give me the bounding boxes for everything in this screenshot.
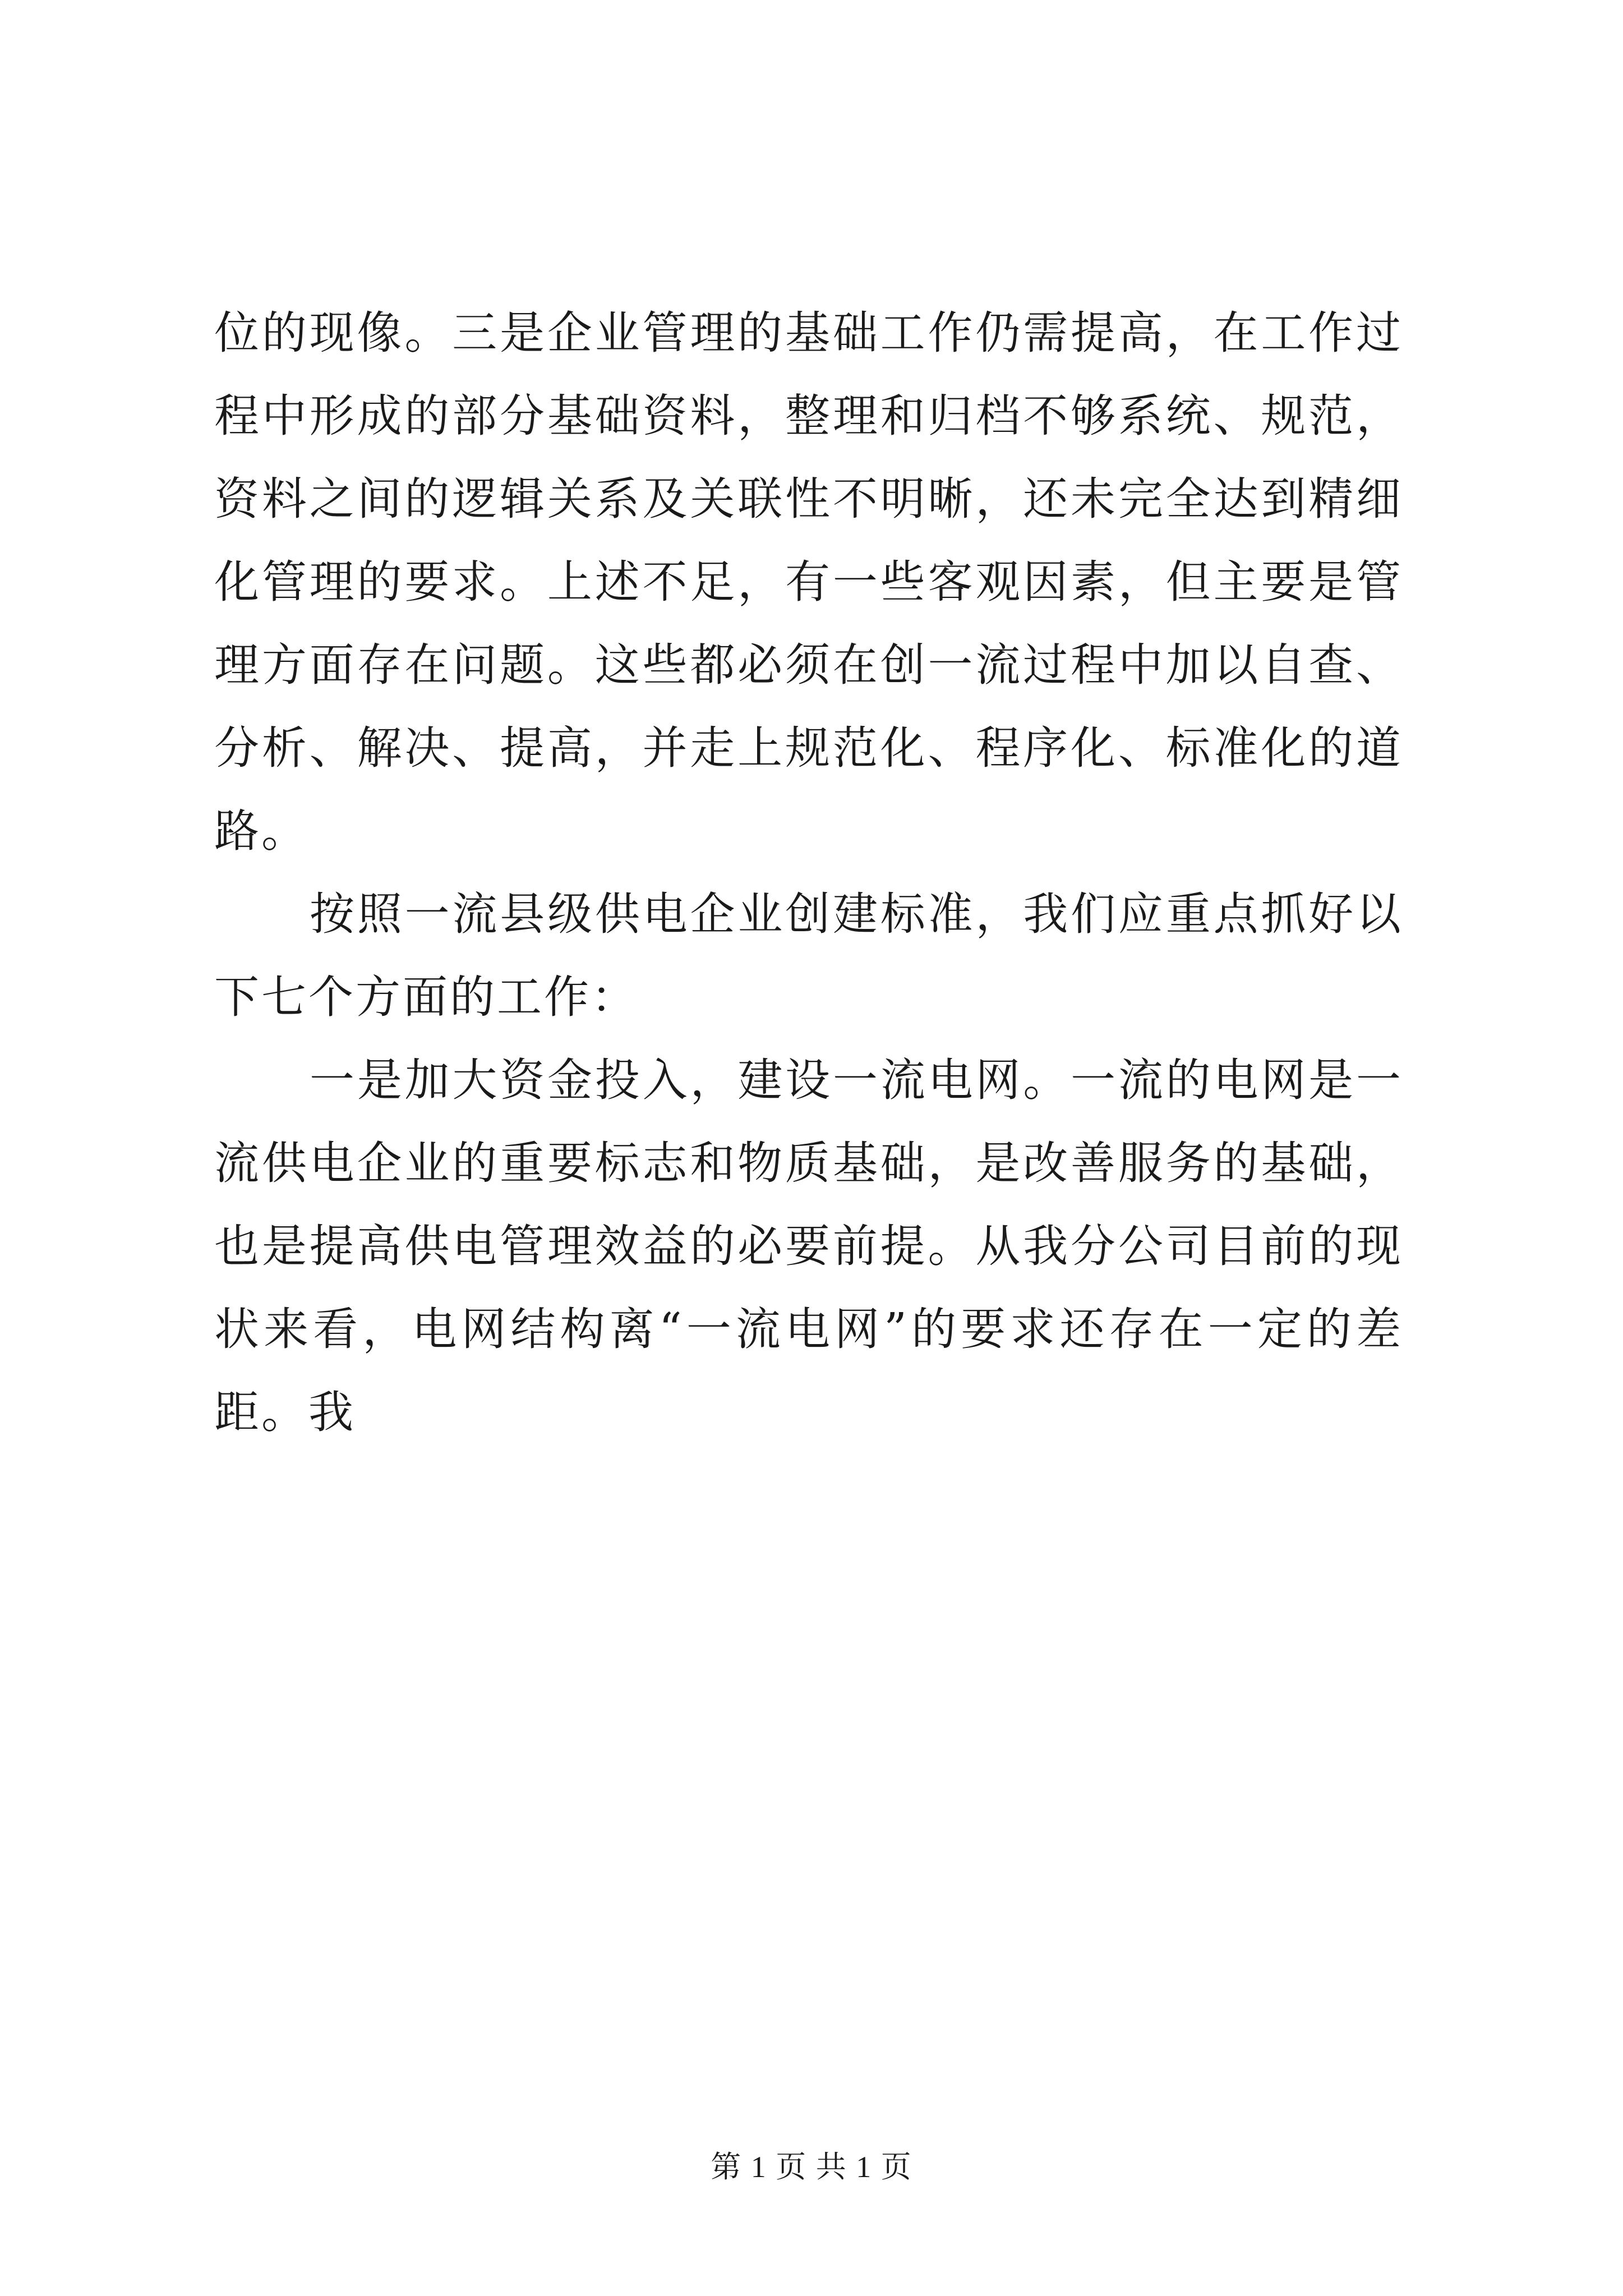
- paragraph-3: 一是加大资金投入，建设一流电网。一流的电网是一流供电企业的重要标志和物质基础，是改善服务的基础，也是提高供电管理效益的必要前提。从我分公司目前的现状来看，电网结构离“一流电网”的要求还存在一定的差距。我: [214, 1054, 1403, 1438]
- document-body: [214, 292, 1403, 1454]
- page-footer: 第 1 页 共 1 页: [711, 2150, 912, 2184]
- paragraph-1: 位的现像。三是企业管理的基础工作仍需提高，在工作过程中形成的部分基础资料，整理和归档不够系统、规范，资料之间的逻辑关系及关联性不明晰，还未完全达到精细化管理的要求。上述不足，有一些客观因素，但主要是管理方面存在问题。这些都必须在创一流过程中加以自查、分析、解决、提高，并走上规范化、程序化、标准化的道路。: [214, 307, 1403, 857]
- paragraph-2: 按照一流县级供电企业创建标准，我们应重点抓好以下七个方面的工作：: [214, 888, 1403, 1023]
